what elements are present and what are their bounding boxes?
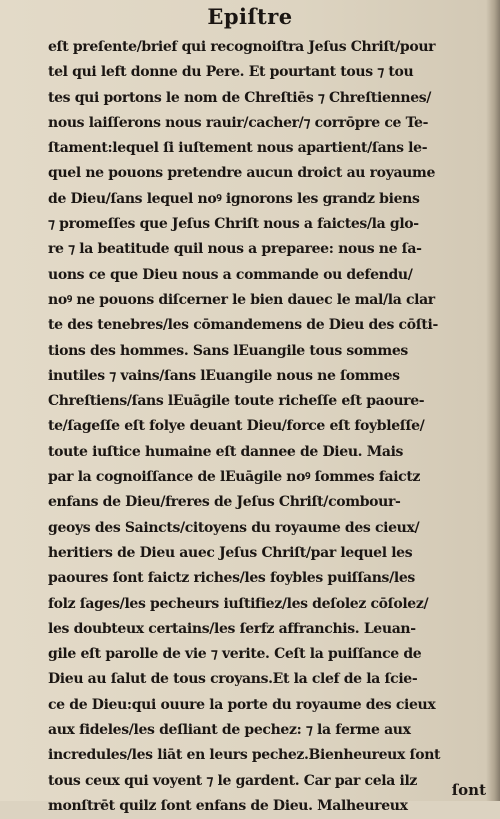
text-line: ⁊ promeſſes que Jeſus Chriſt nous a faictes/la glo-	[48, 216, 419, 233]
text-line: tes qui portons le nom de Chreſtiēs ⁊ Chreſtiennes/	[48, 89, 432, 106]
text-line: ſtament:lequel ſi iuſtement nous apartient/ſans le-	[48, 140, 428, 157]
text-line: toute iuſtice humaine eſt dannee de Dieu. Mais	[48, 443, 404, 460]
text-line: tions des hommes. Sans lEuangile tous sommes	[48, 342, 408, 359]
text-line: Dieu au ſalut de tous croyans.Et la clef de la ſcie-	[48, 671, 418, 688]
text-line: aux fideles/les deſliant de pechez: ⁊ la ferme aux	[48, 722, 411, 739]
text-line: les doubteux certains/les ſerfz affranchis. Leuan-	[48, 620, 416, 637]
text-line: quel ne pouons pretendre aucun droict au royaume	[48, 165, 436, 182]
text-line: geoys des Saincts/citoyens du royaume des cieux/	[48, 519, 420, 536]
text-line: noꝰ ne pouons diſcerner le bien dauec le mal/la clar	[48, 291, 435, 308]
text-line: tel qui left donne du Pere. Et pourtant tous ⁊ tou	[48, 64, 414, 81]
page-gutter-shadow	[486, 0, 500, 801]
text-line: incredules/les liāt en leurs pechez.Bienheureux ſont	[48, 747, 441, 764]
text-line: tous ceux qui voyent ⁊ le gardent. Car par cela ilz	[48, 772, 418, 789]
text-line: gile eſt parolle de vie ⁊ verite. Ceſt la puiſſance de	[48, 646, 422, 663]
text-line: de Dieu/ſans lequel noꝰ ignorons les grandz biens	[48, 190, 420, 207]
text-line: eſt preſente/brief qui recognoiſtra Jeſus Chriſt/pour	[48, 39, 436, 55]
text-line: te/ſageſſe eſt folye deuant Dieu/force eſt foybleſſe/	[48, 418, 425, 435]
running-title: Epiſtre	[207, 4, 293, 29]
text-line: inutiles ⁊ vains/ſans lEuangile nous ne ſommes	[48, 367, 400, 384]
text-line: par la cognoiſſance de lEuāgile noꝰ ſommes faictz	[48, 469, 421, 486]
text-line: heritiers de Dieu auec Jeſus Chriſt/par lequel les	[48, 544, 413, 561]
text-line: te des tenebres/les cōmandemens de Dieu des cōſti-	[48, 317, 438, 334]
text-line: enfans de Dieu/freres de Jeſus Chriſt/combour-	[48, 494, 401, 511]
text-line: monſtrēt quilz ſont enfans de Dieu. Malheureux	[48, 797, 408, 814]
text-line: Chreſtiens/ſans lEuāgile toute richeſſe eſt paoure-	[48, 393, 425, 410]
text-line: ce de Dieu:qui ouure la porte du royaume des cieux	[48, 696, 436, 713]
text-line: nous laiſſerons nous rauir/cacher/⁊ corrōpre ce Te-	[48, 114, 429, 131]
text-line: uons ce que Dieu nous a commande ou defendu/	[48, 266, 413, 283]
catchword: ſont	[451, 781, 486, 799]
text-line: re ⁊ la beatitude quil nous a preparee: nous ne ſa-	[48, 241, 422, 258]
text-line: paoures ſont faictz riches/les foybles puiſſans/les	[48, 570, 415, 587]
body-text	[48, 35, 488, 819]
text-line: folz ſages/les pecheurs iuſtifiez/les deſolez cōſolez/	[48, 595, 429, 612]
